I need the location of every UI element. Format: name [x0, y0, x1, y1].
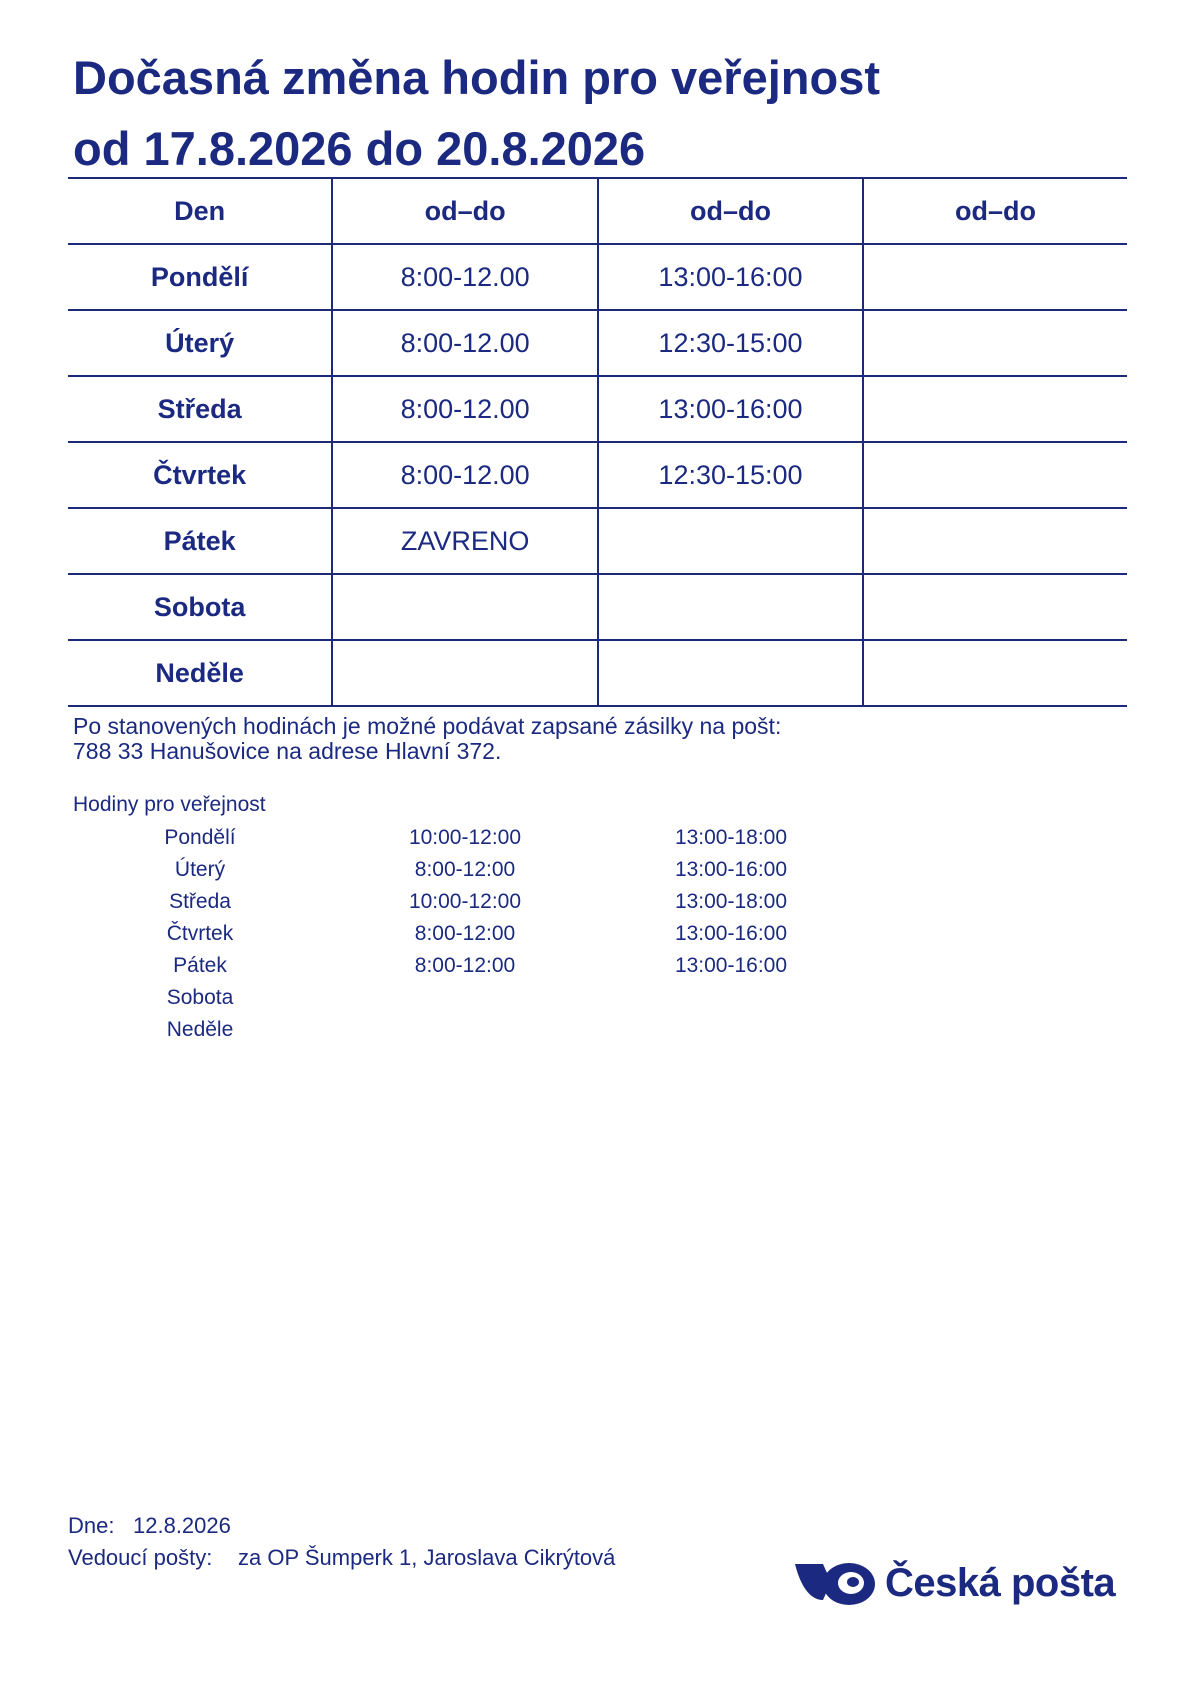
header-slot-1: od–do [332, 178, 598, 244]
day-cell: Pátek [68, 508, 332, 574]
slot-cell: 8:00-12.00 [332, 244, 598, 310]
day-cell: Pondělí [68, 244, 332, 310]
table-row [68, 640, 1127, 706]
list-item [0, 824, 1191, 856]
ceska-posta-logo [793, 1560, 1129, 1610]
slot-cell [863, 574, 1127, 640]
day-cell: Čtvrtek [68, 442, 332, 508]
list-item [0, 888, 1191, 920]
slot-cell [863, 442, 1127, 508]
table-row [68, 244, 1127, 310]
slot-cell [863, 376, 1127, 442]
public-day: Sobota [166, 986, 234, 1009]
public-slot-1: 10:00-12:00 [408, 890, 522, 913]
public-slot-2: 13:00-16:00 [674, 954, 788, 977]
slot-cell [332, 640, 598, 706]
header-day: Den [68, 178, 332, 244]
table-row [68, 574, 1127, 640]
slot-cell [598, 574, 863, 640]
logo-text: Česká pošta [885, 1561, 1116, 1605]
slot-cell: 13:00-16:00 [598, 376, 863, 442]
table-row [68, 508, 1127, 574]
list-item [0, 1016, 1191, 1048]
public-slot-1: 8:00-12:00 [414, 954, 516, 977]
public-slot-2: 13:00-16:00 [674, 858, 788, 881]
slot-cell [863, 640, 1127, 706]
list-item [0, 920, 1191, 952]
alternate-post-office-notice [73, 714, 781, 764]
list-item [0, 984, 1191, 1016]
date-value: 12.8.2026 [133, 1513, 231, 1538]
manager-value: za OP Šumperk 1, Jaroslava Cikrýtová [238, 1545, 616, 1570]
title-line-2: od 17.8.2026 do 20.8.2026 [73, 122, 646, 175]
header-slot-3: od–do [863, 178, 1127, 244]
title-line-1: Dočasná změna hodin pro veřejnost [73, 51, 881, 104]
page-title [73, 42, 880, 184]
slot-cell [598, 640, 863, 706]
public-slot-2: 13:00-18:00 [674, 890, 788, 913]
slot-cell [332, 574, 598, 640]
table-row [68, 376, 1127, 442]
public-hours-list [0, 824, 1191, 1048]
public-day: Neděle [166, 1018, 234, 1041]
slot-cell [863, 244, 1127, 310]
slot-cell: ZAVRENO [332, 508, 598, 574]
slot-cell: 8:00-12.00 [332, 310, 598, 376]
table-row [68, 442, 1127, 508]
public-slot-1: 8:00-12:00 [414, 922, 516, 945]
day-cell: Středa [68, 376, 332, 442]
public-slot-1: 8:00-12:00 [414, 858, 516, 881]
slot-cell [598, 508, 863, 574]
public-day: Úterý [174, 858, 226, 881]
notice-line-1: Po stanovených hodinách je možné podávat zapsané zásilky na pošt: [73, 713, 782, 739]
table-row [68, 310, 1127, 376]
posthorn-icon [793, 1560, 879, 1610]
hours-table [68, 177, 1127, 707]
public-day: Pondělí [164, 826, 236, 849]
slot-cell: 8:00-12.00 [332, 376, 598, 442]
hours-table-header [68, 178, 1127, 244]
day-cell: Sobota [68, 574, 332, 640]
manager-label: Vedoucí pošty: [68, 1545, 213, 1570]
notice-line-2: 788 33 Hanušovice na adrese Hlavní 372. [73, 738, 502, 764]
slot-cell [863, 310, 1127, 376]
slot-cell: 12:30-15:00 [598, 442, 863, 508]
day-cell: Úterý [68, 310, 332, 376]
public-slot-2: 13:00-16:00 [674, 922, 788, 945]
public-slot-2: 13:00-18:00 [674, 826, 788, 849]
header-slot-2: od–do [598, 178, 863, 244]
slot-cell: 12:30-15:00 [598, 310, 863, 376]
public-day: Pátek [173, 954, 227, 977]
day-cell: Neděle [68, 640, 332, 706]
list-item [0, 856, 1191, 888]
public-day: Čtvrtek [166, 922, 234, 945]
public-day: Středa [169, 890, 231, 913]
slot-cell: 8:00-12.00 [332, 442, 598, 508]
public-slot-1: 10:00-12:00 [408, 826, 522, 849]
slot-cell: 13:00-16:00 [598, 244, 863, 310]
slot-cell [863, 508, 1127, 574]
public-hours-title: Hodiny pro veřejnost [73, 793, 266, 816]
list-item [0, 952, 1191, 984]
date-label: Dne: [68, 1513, 115, 1538]
